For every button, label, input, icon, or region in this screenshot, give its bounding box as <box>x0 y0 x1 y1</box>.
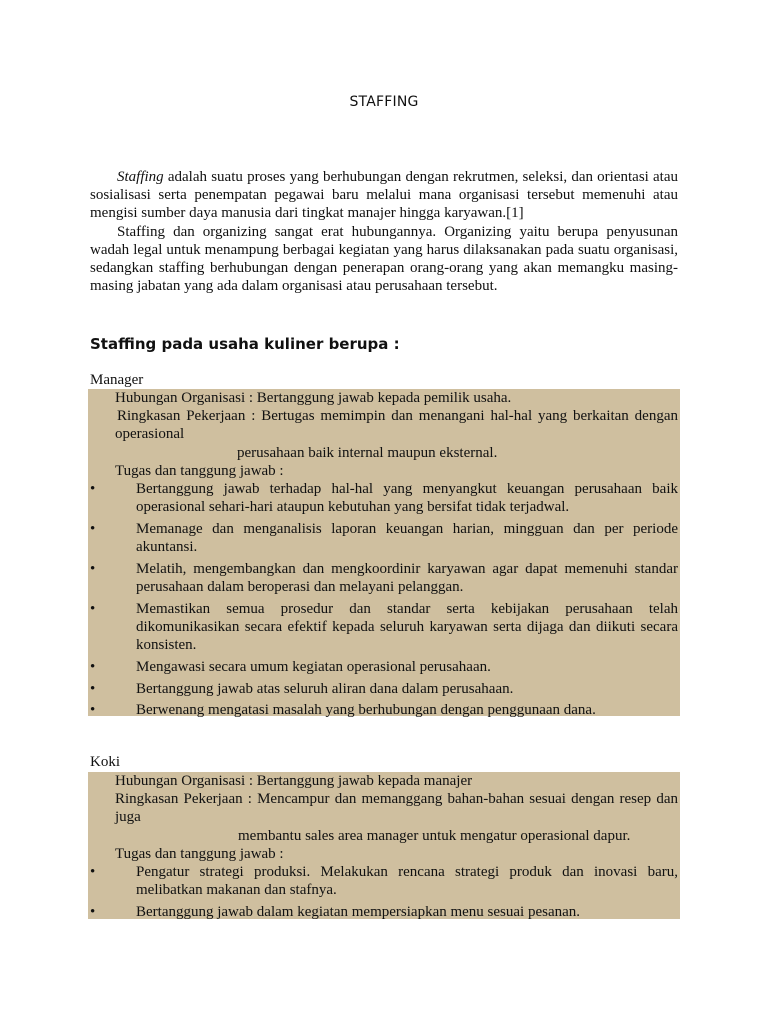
manager-label: Manager <box>90 372 144 388</box>
manager-task-item <box>90 560 678 596</box>
page-title: STAFFING <box>349 94 419 110</box>
koki-summary-cont: membantu sales area manager untuk mengatur operasional dapur. <box>238 827 631 844</box>
bullet: • <box>90 658 96 675</box>
manager-task-item <box>90 600 678 655</box>
koki-relation: Hubungan Organisasi : Bertanggung jawab kepada manajer <box>115 773 473 789</box>
bullet: • <box>90 481 96 498</box>
intro-paragraph-1 <box>90 168 678 223</box>
bullet: • <box>90 903 96 920</box>
manager-box <box>88 389 680 719</box>
koki-task-item <box>90 863 678 899</box>
intro-term: Staffing <box>117 169 164 185</box>
bullet: • <box>90 600 96 617</box>
bullet: • <box>90 680 96 697</box>
intro-section <box>90 168 678 295</box>
intro-paragraph-2: Staffing dan organizing sangat erat hubungannya. Organizing yaitu berupa penyusunan wadah legal untuk menampung berbagai kegiatan yang harus dilaksanakan pada suatu organisasi, sedangkan staffing berhubungan dengan penerapan orang-orang yang akan memangku masing-masing jabatan yang ada dalam organisasi atau perusahaan tersebut. <box>90 223 678 295</box>
section-heading: Staffing pada usaha kuliner berupa : <box>90 335 400 353</box>
manager-summary: Ringkasan Pekerjaan : Bertugas memimpin dan menangani hal-hal yang berkaitan dengan operasional <box>115 408 678 443</box>
manager-task-text: Memanage dan menganalisis laporan keuangan harian, mingguan dan per periode akuntansi. <box>136 520 678 556</box>
manager-task-item <box>90 680 678 698</box>
koki-task-text: Bertanggung jawab dalam kegiatan mempersiapkan menu sesuai pesanan. <box>136 903 581 920</box>
manager-task-item <box>90 658 678 676</box>
bullet: • <box>90 702 96 719</box>
bullet: • <box>90 864 96 881</box>
intro-paragraph-1-text: adalah suatu proses yang berhubungan dengan rekrutmen, seleksi, dan orientasi atau sosialisasi serta penempatan pegawai baru melalui mana organisasi tersebut memenuhi atau mengisi sumber daya manusia dari tingkat manajer hingga karyawan.[1] <box>90 169 678 222</box>
manager-task-text: Memastikan semua prosedur dan standar serta kebijakan perusahaan telah dikomunikasikan secara efektif kepada seluruh karyawan serta dijaga dan diikuti secara konsisten. <box>136 600 678 654</box>
manager-relation: Hubungan Organisasi : Bertanggung jawab kepada pemilik usaha. <box>115 390 512 406</box>
manager-tasks-label: Tugas dan tanggung jawab : <box>115 462 284 479</box>
koki-label: Koki <box>90 754 120 770</box>
manager-summary-cont: perusahaan baik internal maupun eksternal. <box>237 444 498 461</box>
manager-task-text: Mengawasi secara umum kegiatan operasional perusahaan. <box>136 658 491 675</box>
bullet: • <box>90 520 96 537</box>
manager-task-text: Berwenang mengatasi masalah yang berhubungan dengan penggunaan dana. <box>136 702 596 719</box>
manager-task-text: Bertanggung jawab atas seluruh aliran dana dalam perusahaan. <box>136 680 514 697</box>
koki-task-text: Pengatur strategi produksi. Melakukan rencana strategi produk dan inovasi baru, melibatkan makanan dan stafnya. <box>136 864 678 899</box>
manager-task-text: Melatih, mengembangkan dan mengkoordinir karyawan agar dapat memenuhi standar perusahaan dalam beroperasi dan melayani pelanggan. <box>136 560 678 596</box>
koki-tasks-label: Tugas dan tanggung jawab : <box>115 845 284 862</box>
manager-task-text: Bertanggung jawab terhadap hal-hal yang menyangkut keuangan perusahaan baik operasional sehari-hari ataupun kebutuhan yang bersifat tidak terjadwal. <box>136 481 678 516</box>
manager-task-item <box>90 480 678 516</box>
koki-task-item <box>90 903 678 921</box>
manager-task-item <box>90 520 678 556</box>
koki-summary: Ringkasan Pekerjaan : Mencampur dan memanggang bahan-bahan sesuai dengan resep dan juga <box>115 791 678 826</box>
koki-box <box>88 772 680 919</box>
bullet: • <box>90 560 96 577</box>
manager-task-item <box>90 701 678 719</box>
